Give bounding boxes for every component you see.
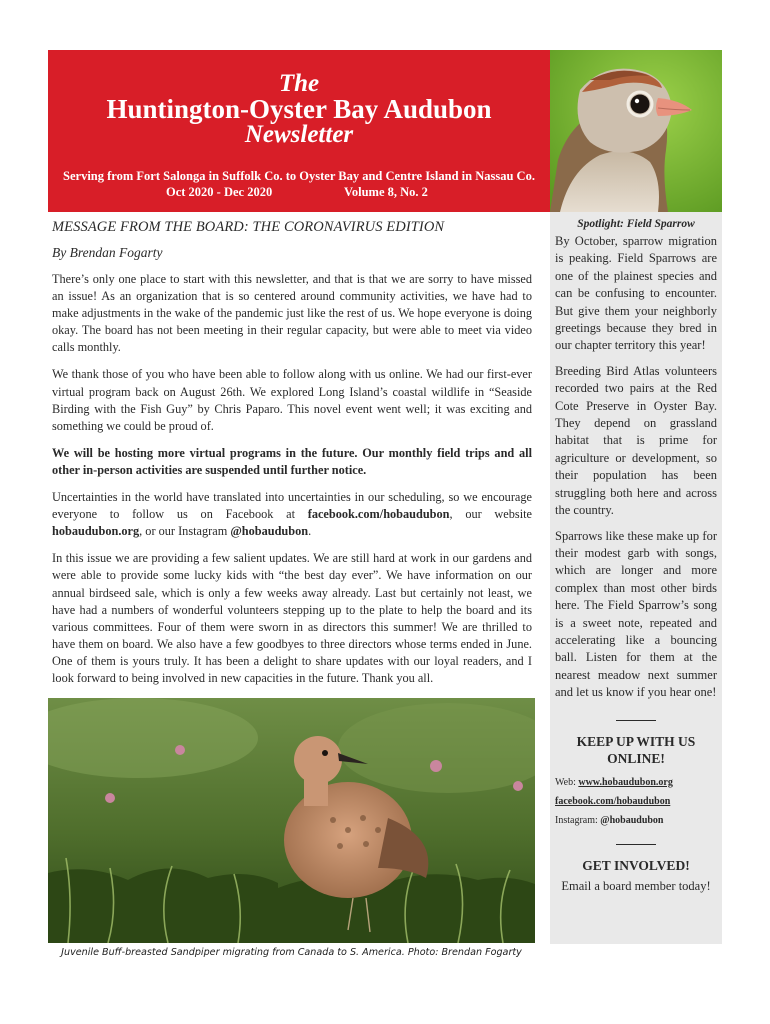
p4-text-d: . xyxy=(308,524,312,539)
keep-up-heading: KEEP UP WITH US ONLINE! xyxy=(576,733,696,766)
instagram-label: Instagram: xyxy=(555,814,601,826)
spotlight-heading: Spotlight: Field Sparrow xyxy=(577,218,695,230)
article-paragraph-2: We thank those of you who have been able to follow along with us online. We had our first-ever virtual program back on August 26th. We explored Long Island’s coastal wildlife in “Seaside Birding with the Fish Guy” by Chris Paparo. This novel event went well; it was exciting and something we could be proud of. xyxy=(52,367,532,433)
p4-text-c: , or our Instagram xyxy=(139,524,231,539)
article-paragraph-5: In this issue we are providing a few salient updates. We are still hard at work in our gardens and were able to provide some lucky kids with “the best day ever”. We have information on our annual birdseed sale, which is only a few weeks away already. Last but certainly not least, we have had a numbers of wonderful volunteers stepping up to the plate to help the board and its various committees. Four of them were sworn in as directors this summer! We are thrilled to have them on board. We also have a few goodbyes to three directors whose terms ended in June. One of them is yours truly. It has been a delight to share updates with our loyal readers, and I look forward to being involved in new capacities in the future. Thank you all. xyxy=(52,551,532,685)
newsletter-title: Huntington-Oyster Bay Audubon xyxy=(106,94,492,124)
get-involved-heading: GET INVOLVED! xyxy=(582,857,690,873)
masthead-newsletter: Newsletter xyxy=(244,121,354,148)
email-board-text: Email a board member today! xyxy=(561,878,711,893)
p4-text-a: Uncertainties in the world have translated into uncertainties in our scheduling, so we encourage everyone to follow us on Facebook at xyxy=(52,490,532,522)
instagram-line xyxy=(555,811,717,830)
divider xyxy=(616,844,656,845)
web-label: Web: xyxy=(555,776,579,788)
masthead-the: The xyxy=(278,70,320,97)
sidebar-instagram-link[interactable]: @hobaudubon xyxy=(600,814,664,826)
spotlight-paragraph-1: By October, sparrow migration is peaking. Field Sparrows are one of the plainest species and can be confusing to encounter. But give them your neighborly greetings because they bred in our chapter territory this year! xyxy=(555,234,717,353)
sandpiper-photo xyxy=(48,698,535,943)
article-paragraph-3: We will be hosting more virtual programs in the future. Our monthly field trips and all other in-person activities are suspended until further notice. xyxy=(52,445,532,477)
board-message-article xyxy=(52,216,532,687)
website-link[interactable]: hobaudubon.org xyxy=(52,524,140,539)
facebook-line xyxy=(555,792,717,811)
sidebar-facebook-link[interactable]: facebook.com/hobaudubon xyxy=(555,795,671,807)
masthead xyxy=(48,50,550,212)
facebook-link[interactable]: facebook.com/hobaudubon xyxy=(307,507,450,522)
field-sparrow-photo xyxy=(550,50,722,212)
article-byline: By Brendan Fogarty xyxy=(52,245,163,260)
instagram-link[interactable]: @hobaudubon xyxy=(230,524,309,539)
issue-volume: Volume 8, No. 2 xyxy=(344,185,428,199)
spotlight-paragraph-3: Sparrows like these make up for their modest garb with songs, which are longer and more complex than most other birds here. The Field Sparrow’s song is a sweet note, repeated and accelerating like a bouncing ball. Listen for them at the nearest meadow next summer and let us know if you hear one! xyxy=(555,528,717,700)
sidebar-website-link[interactable]: www.hobaudubon.org xyxy=(578,776,673,788)
web-line xyxy=(555,773,717,792)
article-paragraph-4 xyxy=(52,489,532,540)
spotlight-sidebar xyxy=(550,212,722,944)
service-area: Serving from Fort Salonga in Suffolk Co. to Oyster Bay and Centre Island in Nassau Co. xyxy=(63,169,535,183)
article-heading: MESSAGE FROM THE BOARD: THE CORONAVIRUS EDITION xyxy=(52,219,445,235)
article-paragraph-1: There’s only one place to start with this newsletter, and that is that we are sorry to have missed an issue! As an organization that is so centered around community activities, we have had to make adjustments in the wake of the pandemic just like the rest of us. We hope everyone is doing okay. The board has not been meeting in their regular capacity, but were able to meet via video calls monthly. xyxy=(52,272,532,355)
p4-text-b: , our website xyxy=(449,507,532,522)
divider xyxy=(616,720,656,721)
spotlight-paragraph-2: Breeding Bird Atlas volunteers recorded two pairs at the Red Cote Preserve in Oyster Bay. They depend on grassland habitat that is prime for agriculture or development, so their population has been struggling both here and across the country. xyxy=(555,363,717,518)
issue-dates: Oct 2020 - Dec 2020 xyxy=(166,185,273,199)
photo-caption: Juvenile Buff-breasted Sandpiper migrating from Canada to S. America. Photo: Brendan Fogarty xyxy=(61,947,522,958)
